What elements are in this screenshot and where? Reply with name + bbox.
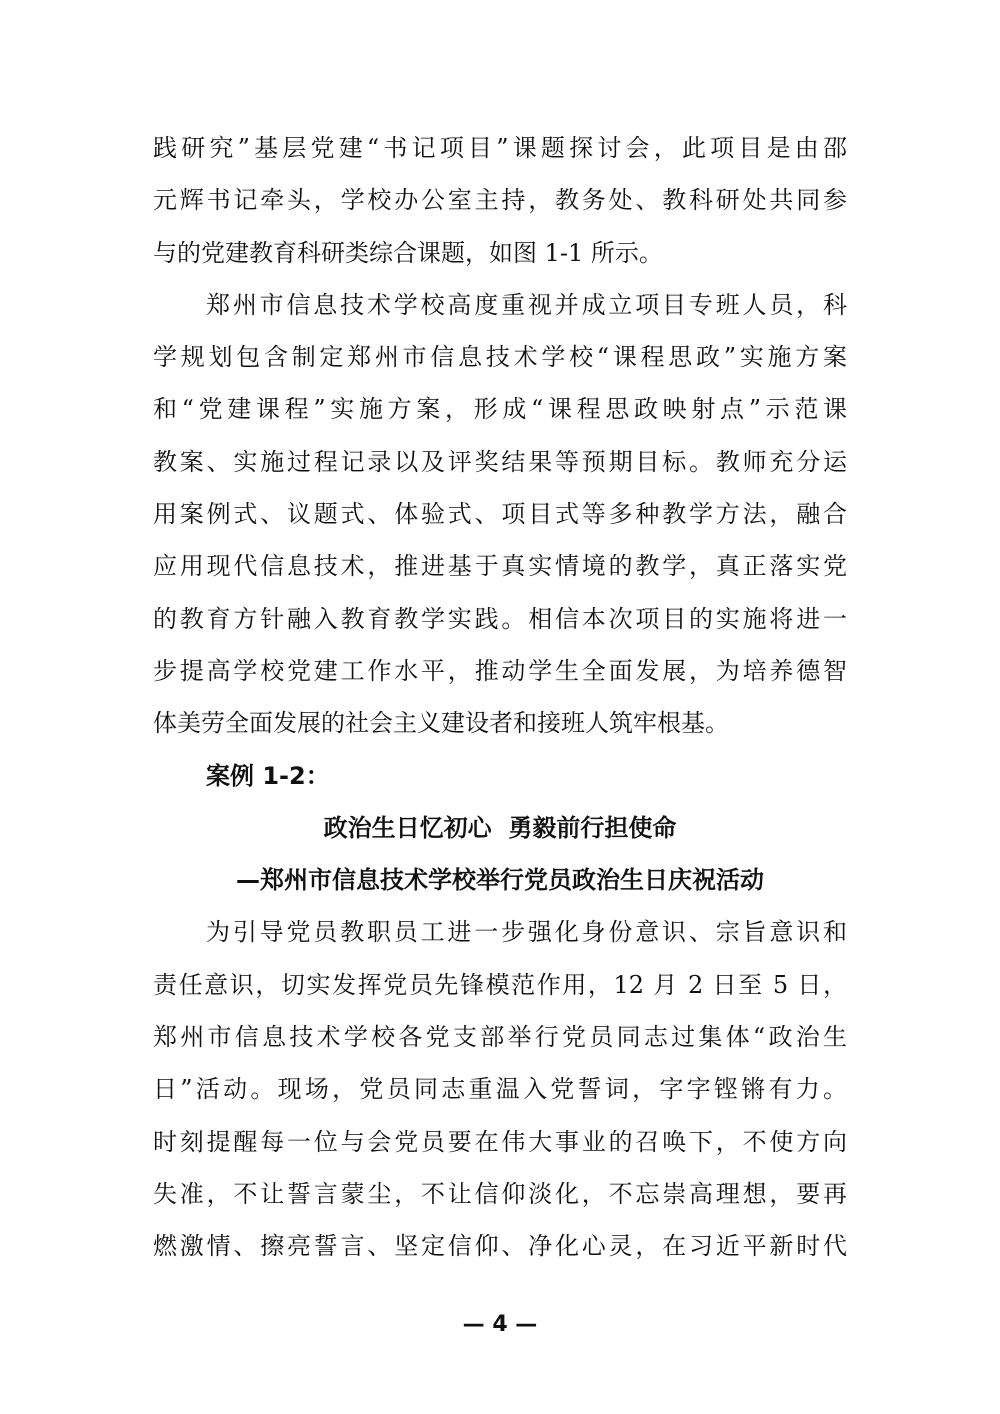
text-line: 步提高学校党建工作水平，推动学生全面发展，为培养德智 xyxy=(153,656,847,685)
document-body xyxy=(153,122,847,1273)
paragraph-3 xyxy=(153,906,847,1272)
paragraph-1 xyxy=(153,122,847,279)
page-number: — 4 — xyxy=(462,1312,538,1337)
text-line: 应用现代信息技术，推进基于真实情境的教学，真正落实党 xyxy=(153,552,847,581)
text-line: 时刻提醒每一位与会党员要在伟大事业的召唤下，不使方向 xyxy=(153,1127,847,1156)
text-line: 和“党建课程”实施方案，形成“课程思政映射点”示范课 xyxy=(153,395,847,424)
text-line: 学规划包含制定郑州市信息技术学校“课程思政”实施方案 xyxy=(153,343,847,372)
text-line: 日”活动。现场，党员同志重温入党誓词，字字铿锵有力。 xyxy=(153,1075,847,1104)
text-line: 郑州市信息技术学校各党支部举行党员同志过集体“政治生 xyxy=(153,1023,847,1052)
case-title: 政治生日忆初心 勇毅前行担使命 xyxy=(323,813,677,842)
text-line: 教案、实施过程记录以及评奖结果等预期目标。教师充分运 xyxy=(153,447,847,476)
case-subtitle: —郑州市信息技术学校举行党员政治生日庆祝活动 xyxy=(236,866,764,895)
text-line: 燃激情、擦亮誓言、坚定信仰、净化心灵，在习近平新时代 xyxy=(153,1232,847,1261)
case-label: 案例 1-2： xyxy=(206,761,330,790)
text-line: 为引导党员教职员工进一步强化身份意识、宗旨意识和 xyxy=(206,918,847,947)
text-line: 体美劳全面发展的社会主义建设者和接班人筑牢根基。 xyxy=(153,709,729,738)
paragraph-2 xyxy=(153,279,847,750)
text-line: 元辉书记牵头，学校办公室主持，教务处、教科研处共同参 xyxy=(153,186,847,215)
text-line: 的教育方针融入教育教学实践。相信本次项目的实施将进一 xyxy=(153,604,847,633)
text-line: 失准，不让誓言蒙尘，不让信仰淡化，不忘崇高理想，要再 xyxy=(153,1179,847,1208)
text-line: 郑州市信息技术学校高度重视并成立项目专班人员，科 xyxy=(206,290,847,319)
text-line: 与的党建教育科研类综合课题，如图 1-1 所示。 xyxy=(153,238,663,267)
text-line: 用案例式、议题式、体验式、项目式等多种教学方法，融合 xyxy=(153,500,847,529)
text-line: 责任意识，切实发挥党员先锋模范作用，12 月 2 日至 5 日， xyxy=(153,970,847,999)
text-line: 践研究”基层党建“书记项目”课题探讨会，此项目是由邵 xyxy=(153,134,847,162)
